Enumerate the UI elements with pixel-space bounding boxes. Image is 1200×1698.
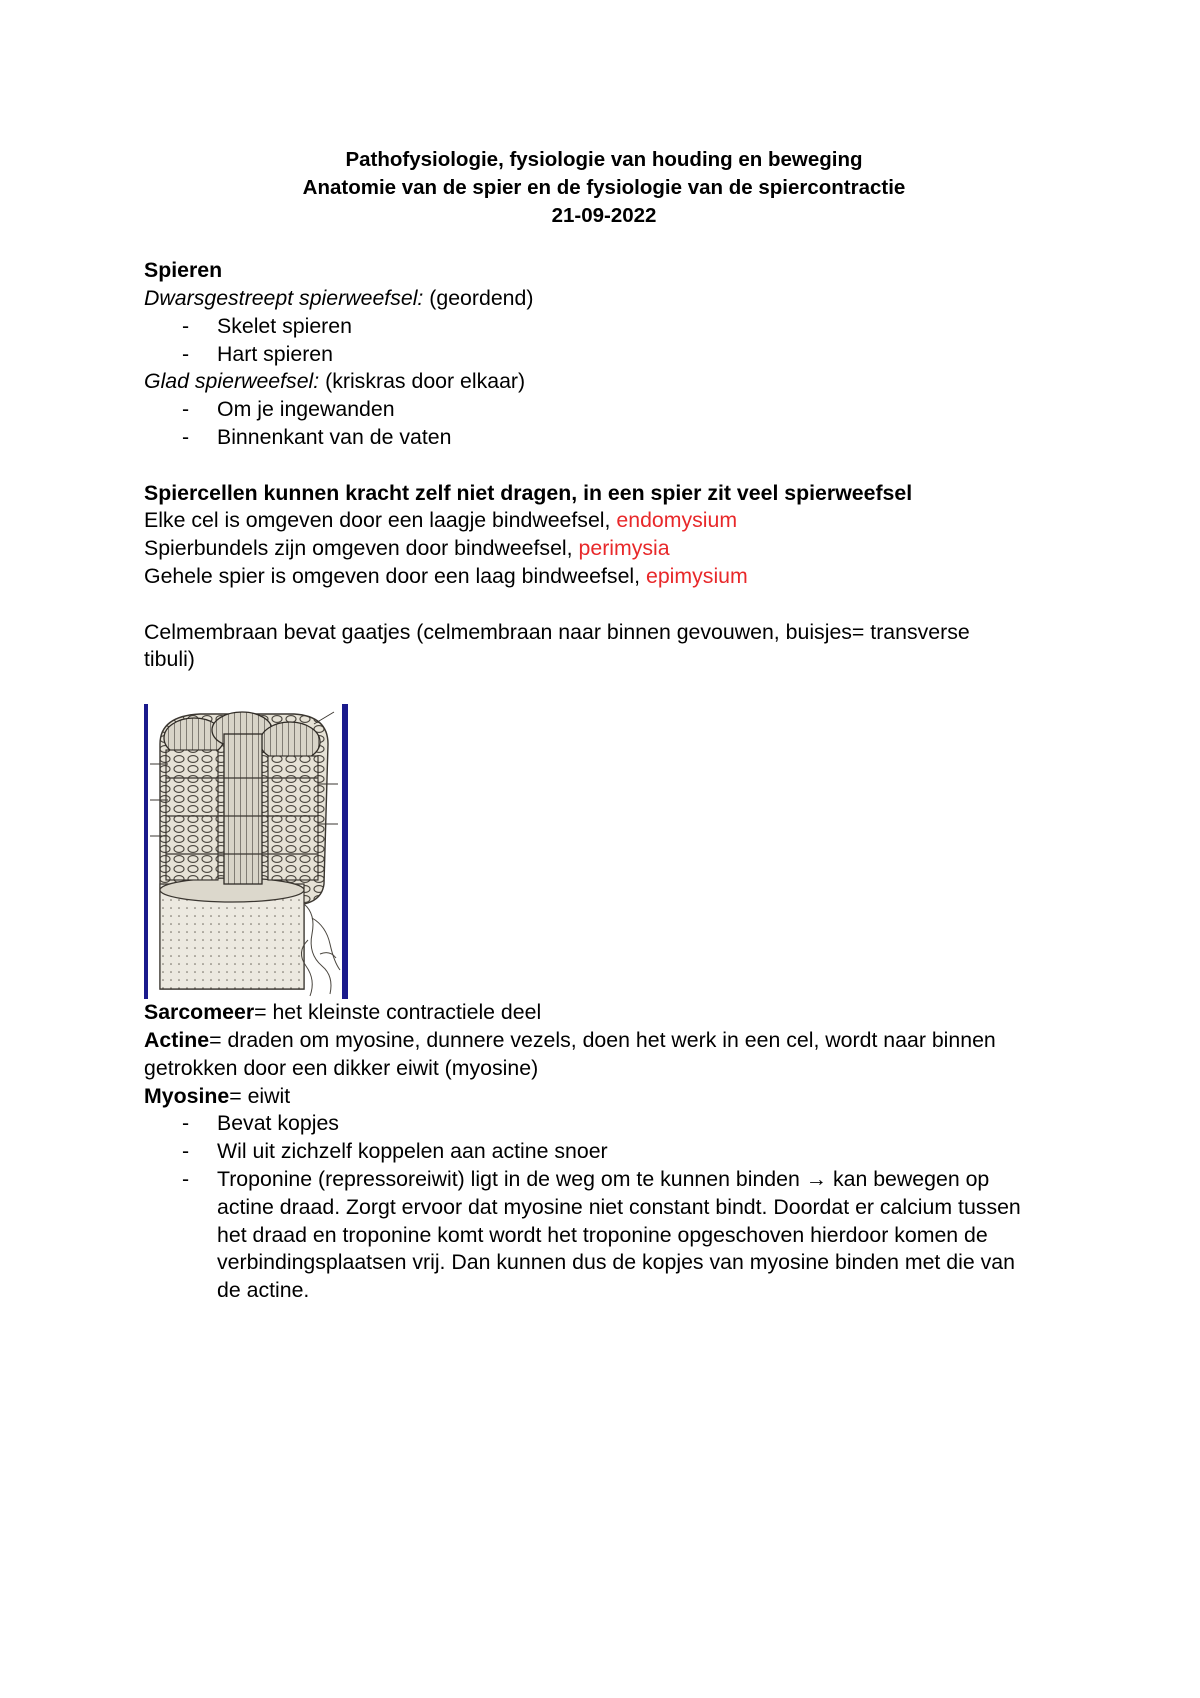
document-content: [144, 146, 1064, 1305]
paragraph-celmembraan: Celmembraan bevat gaatjes (celmembraan naar binnen gevouwen, buisjes= transverse tibuli): [144, 619, 970, 672]
paragraph: [144, 285, 1064, 313]
list-item: - Hart spieren: [182, 341, 333, 366]
term-note: (kriskras door elkaar): [319, 369, 526, 394]
section-heading: Spiercellen kunnen kracht zelf niet dragen, in een spier zit veel spierweefsel: [144, 480, 913, 505]
paragraph: Spierbundels zijn omgeven door bindweefsel, perimysia: [144, 536, 670, 561]
header-subtitle: Anatomie van de spier en de fysiologie van de spiercontractie: [302, 175, 906, 199]
term-label: Dwarsgestreept spierweefsel:: [144, 285, 424, 310]
muscle-fiber-icon: [144, 704, 348, 999]
term-note: (geordend): [423, 285, 534, 310]
document-header: [144, 146, 1064, 229]
list-item: - Skelet spieren: [182, 313, 352, 338]
term-label: Actine: [144, 1027, 210, 1052]
term-label: Sarcomeer: [144, 1000, 255, 1025]
muscle-fiber-illustration: [144, 704, 348, 999]
list-item: - Wil uit zichzelf koppelen aan actine snoer: [182, 1139, 608, 1164]
header-date: 21-09-2022: [551, 203, 657, 227]
highlighted-term: epimysium: [645, 563, 748, 588]
paragraph: Elke cel is omgeven door een laagje bindweefsel, endomysium: [144, 508, 738, 533]
paragraph: Gehele spier is omgeven door een laag bindweefsel, epimysium: [144, 563, 748, 588]
list-item: - Troponine (repressoreiwit) ligt in de weg om te kunnen binden → kan bewegen op actine draad. Zorgt ervoor dat myosine niet constant bindt. Doordat er calcium tussen het draad en troponine komt wordt het troponine opgeschoven hierdoor komen de verbindingsplaatsen vrij. Dan kunnen dus de kopjes van myosine binden met die van de actine.: [182, 1166, 1021, 1303]
list-item: - Binnenkant van de vaten: [182, 424, 452, 449]
section-heading: Spieren: [144, 258, 223, 283]
list-item: - Om je ingewanden: [182, 397, 395, 422]
header-title: Pathofysiologie, fysiologie van houding en beweging: [345, 148, 863, 171]
paragraph: [144, 368, 1064, 396]
bullet-list: [144, 1110, 1064, 1305]
section-spieren: [144, 257, 1064, 452]
paragraph-actine: Actine= draden om myosine, dunnere vezels, doen het werk in een cel, wordt naar binnen getrokken door een dikker eiwit (myosine): [144, 1027, 996, 1080]
paragraph-myosine: Myosine= eiwit: [144, 1083, 291, 1108]
paragraph-sarcomeer: Sarcomeer= het kleinste contractiele deel: [144, 1000, 542, 1025]
term-label: Myosine: [144, 1083, 230, 1108]
list-item: - Bevat kopjes: [182, 1111, 339, 1136]
highlighted-term: perimysia: [578, 536, 670, 561]
highlighted-term: endomysium: [616, 508, 738, 533]
bullet-list: [144, 313, 1064, 369]
bullet-list: [144, 396, 1064, 452]
section-spiercellen: [144, 480, 1064, 591]
arrow-right-icon: →: [805, 1166, 828, 1191]
term-label: Glad spierweefsel:: [144, 369, 320, 394]
